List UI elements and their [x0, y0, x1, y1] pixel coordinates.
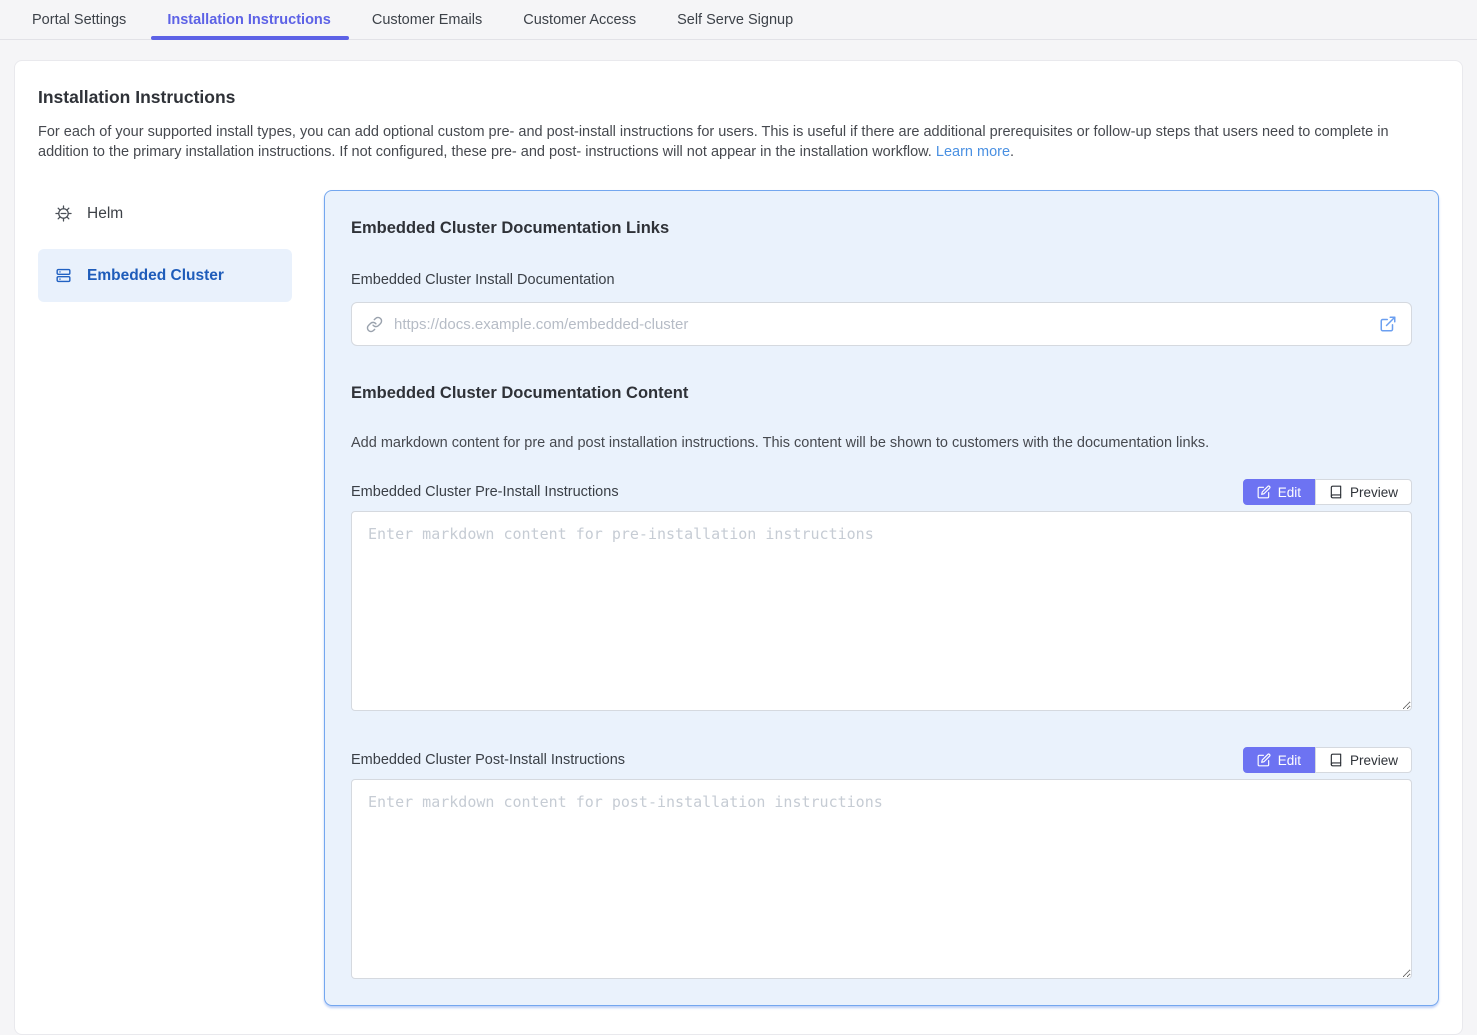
- documentation-content-description: Add markdown content for pre and post installation instructions. This content will be shown to customers with the documentation links.: [351, 435, 1210, 451]
- tab-customer-access[interactable]: Customer Access: [523, 11, 637, 28]
- pre-install-label-row: [351, 479, 1412, 505]
- install-type-sidebar: [38, 190, 292, 314]
- edit-icon: [1257, 485, 1271, 499]
- edit-button-label: Edit: [1277, 484, 1301, 500]
- post-install-label: Embedded Cluster Post-Install Instructions: [351, 752, 626, 768]
- page-description: [38, 122, 1439, 162]
- post-install-markdown-textarea[interactable]: [351, 779, 1412, 979]
- preview-button-label: Preview: [1349, 484, 1398, 500]
- external-link-icon[interactable]: [1379, 315, 1397, 333]
- sidebar-item-embedded-cluster[interactable]: [38, 249, 292, 302]
- edit-icon: [1257, 753, 1271, 767]
- embedded-cluster-panel: [324, 190, 1439, 1006]
- content-row: [38, 190, 1439, 1006]
- pre-install-preview-button[interactable]: [1315, 479, 1412, 505]
- post-install-edit-button[interactable]: [1243, 747, 1315, 773]
- page-title: Installation Instructions: [38, 87, 236, 107]
- edit-button-label: Edit: [1277, 752, 1301, 768]
- sidebar-item-label: Helm: [87, 204, 124, 222]
- documentation-content-section: [351, 384, 1412, 979]
- top-tab-bar: [0, 0, 1477, 40]
- documentation-links-title: Embedded Cluster Documentation Links: [351, 219, 670, 237]
- server-stack-icon: [54, 266, 73, 285]
- post-install-preview-button[interactable]: [1315, 747, 1412, 773]
- tab-self-serve-signup[interactable]: Self Serve Signup: [677, 11, 794, 28]
- post-install-mode-toggle: [1243, 747, 1412, 773]
- documentation-links-section: [351, 219, 1412, 346]
- tab-installation-instructions[interactable]: Installation Instructions: [167, 0, 331, 39]
- installation-instructions-card: [14, 60, 1463, 1035]
- sidebar-item-label: Embedded Cluster: [87, 266, 224, 284]
- preview-icon: [1329, 753, 1343, 767]
- install-doc-input-wrap: [351, 302, 1412, 346]
- pre-install-mode-toggle: [1243, 479, 1412, 505]
- install-doc-label: Embedded Cluster Install Documentation: [351, 272, 615, 288]
- link-icon: [366, 316, 383, 333]
- learn-more-link[interactable]: Learn more: [935, 144, 1011, 160]
- learn-more-suffix: .: [1010, 144, 1015, 160]
- helm-icon: [54, 204, 73, 223]
- preview-icon: [1329, 485, 1343, 499]
- tab-portal-settings[interactable]: Portal Settings: [32, 11, 127, 28]
- tab-customer-emails[interactable]: Customer Emails: [371, 11, 483, 28]
- install-doc-url-input[interactable]: [394, 316, 1368, 333]
- pre-install-markdown-textarea[interactable]: [351, 511, 1412, 711]
- preview-button-label: Preview: [1349, 752, 1398, 768]
- pre-install-edit-button[interactable]: [1243, 479, 1315, 505]
- page-description-text: For each of your supported install types, you can add optional custom pre- and post-install instructions for users. This is useful if there are additional prerequisites or follow-up steps that users need to complete in addition to the primary installation instructions. If not configured, these pre- and post- instructions will not appear in the installation workflow.: [38, 124, 1389, 160]
- pre-install-label: Embedded Cluster Pre-Install Instructions: [351, 484, 619, 500]
- post-install-label-row: [351, 747, 1412, 773]
- documentation-content-title: Embedded Cluster Documentation Content: [351, 384, 689, 402]
- sidebar-item-helm[interactable]: [38, 190, 292, 237]
